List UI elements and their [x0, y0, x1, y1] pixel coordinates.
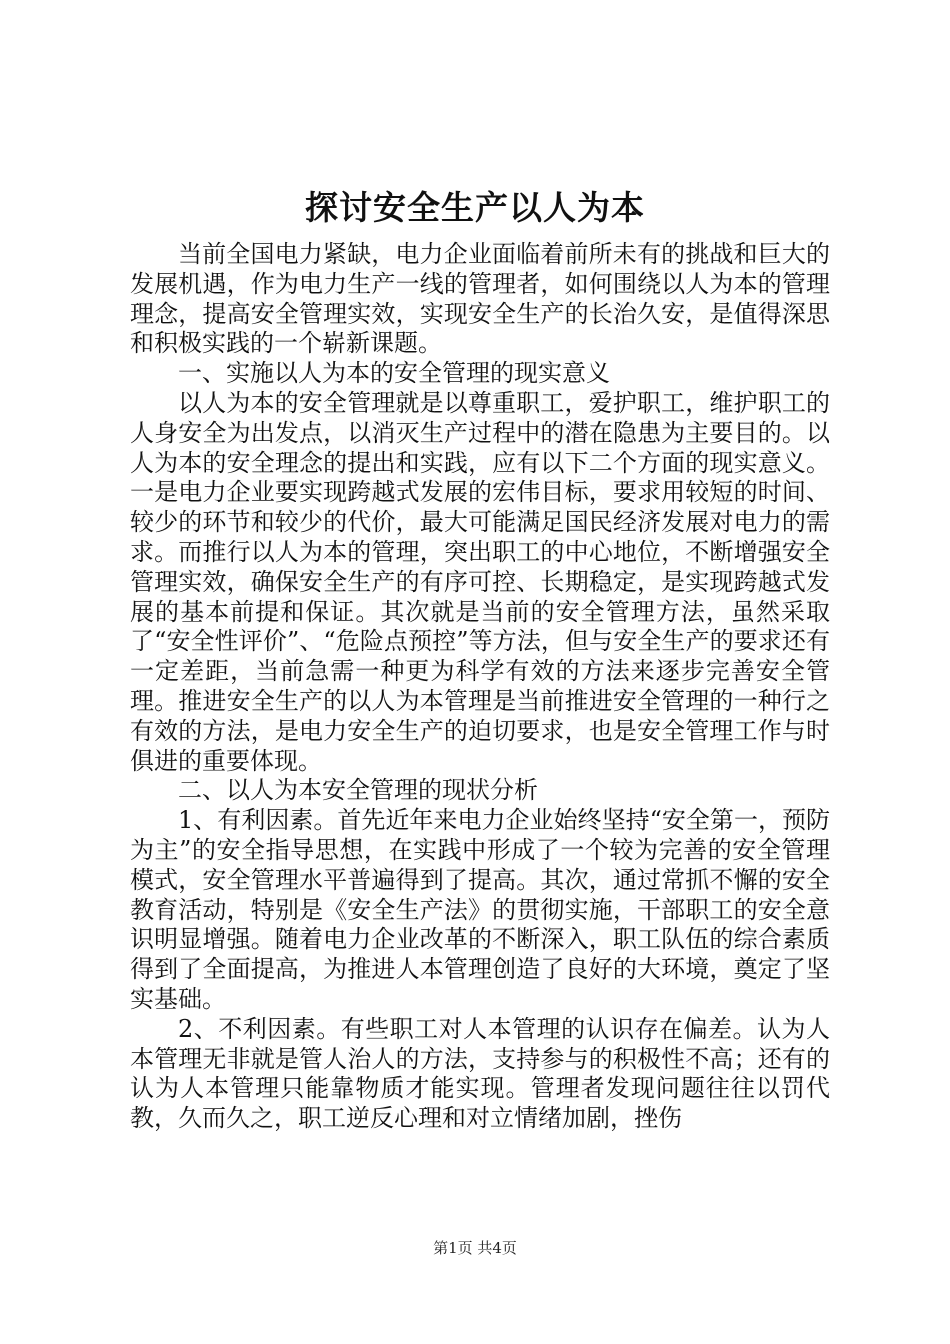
- paragraph-unfavorable-factors: 2、不利因素。有些职工对人本管理的认识存在偏差。认为人本管理无非就是管人治人的方法，支持参与的积极性不高；还有的认为人本管理只能靠物质才能实现。管理者发现问题往往以罚代教，久而久之，职工逆反心理和对立情绪加剧，挫伤: [130, 1014, 830, 1133]
- document-title: 探讨安全生产以人为本: [305, 188, 645, 227]
- section-heading-2: 二、以人为本安全管理的现状分析: [178, 776, 538, 805]
- paragraph-significance: 以人为本的安全管理就是以尊重职工，爱护职工，维护职工的人身安全为出发点，以消灭生产过程中的潜在隐患为主要目的。以人为本的安全理念的提出和实践，应有以下二个方面的现实意义。一是电力企业要实现跨越式发展的宏伟目标，要求用较短的时间、较少的环节和较少的代价，最大可能满足国民经济发展对电力的需求。而推行以人为本的管理，突出职工的中心地位，不断增强安全管理实效，确保安全生产的有序可控、长期稳定，是实现跨越式发展的基本前提和保证。其次就是当前的安全管理方法，虽然采取了“安全性评价”、“危险点预控”等方法，但与安全生产的要求还有一定差距，当前急需一种更为科学有效的方法来逐步完善安全管理。推进安全生产的以人为本管理是当前推进安全管理的一种行之有效的方法，是电力安全生产的迫切要求，也是安全管理工作与时俱进的重要体现。: [130, 388, 830, 775]
- paragraph-intro: 当前全国电力紧缺，电力企业面临着前所未有的挑战和巨大的发展机遇，作为电力生产一线的管理者，如何围绕以人为本的管理理念，提高安全管理实效，实现安全生产的长治久安，是值得深思和积极实践的一个崭新课题。: [130, 240, 830, 358]
- page-footer: 第1页 共4页: [433, 1239, 517, 1257]
- document-body: [130, 240, 830, 1134]
- paragraph-favorable-factors: 1、有利因素。首先近年来电力企业始终坚持“安全第一，预防为主”的安全指导思想，在实践中形成了一个较为完善的安全管理模式，安全管理水平普遍得到了提高。其次，通过常抓不懈的安全教育活动，特别是《安全生产法》的贯彻实施，干部职工的安全意识明显增强。随着电力企业改革的不断深入，职工队伍的综合素质得到了全面提高，为推进人本管理创造了良好的大环境，奠定了坚实基础。: [130, 806, 830, 1013]
- section-heading-1: 一、实施以人为本的安全管理的现实意义: [178, 359, 610, 388]
